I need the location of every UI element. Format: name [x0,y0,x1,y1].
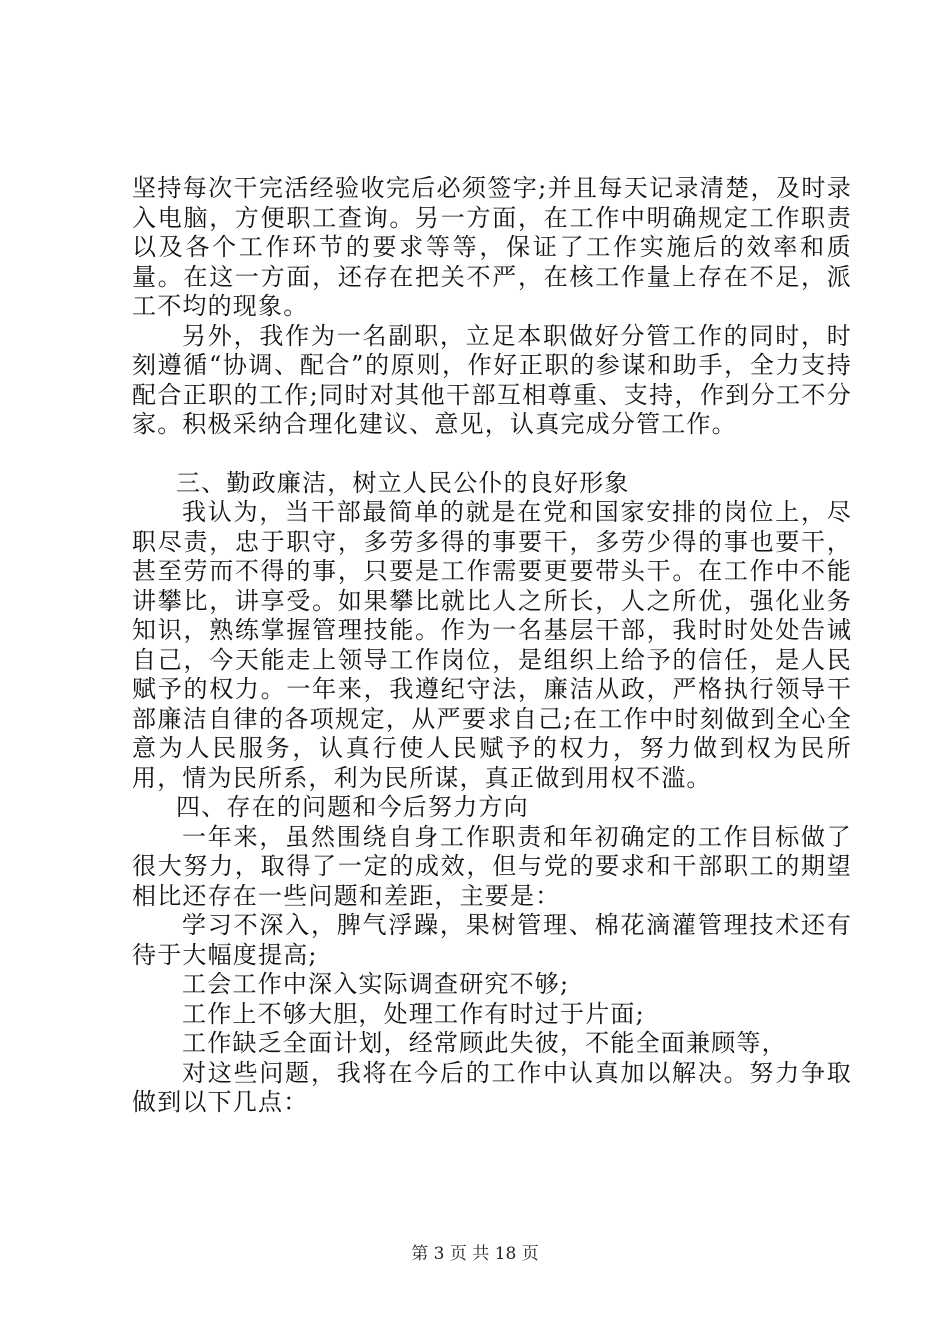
paragraph-p8: 工作缺乏全面计划，经常顾此失彼，不能全面兼顾等， [182,1029,787,1057]
paragraph-p6: 工会工作中深入实际调查研究不够; [182,970,570,998]
section-heading-4: 四、存在的问题和今后努力方向 [176,793,529,821]
page-footer [0,1239,950,1264]
section-heading-3: 三、勤政廉洁，树立人民公仆的良好形象 [176,468,630,497]
paragraph-p2: 另外，我作为一名副职，立足本职做好分管工作的同时，时刻遵循“协调、配合”的原则，作好正职的参谋和助手，全力支持配合正职的工作;同时对其他干部互相尊重、支持，作到分工不分家。积极采纳合理化建议、意见，认真完成分管工作。 [132,321,852,438]
paragraph-gap [132,440,852,469]
page-number-label: 第 3 页 共 18 页 [411,1244,539,1264]
paragraph-p9: 对这些问题，我将在今后的工作中认真加以解决。努力争取做到以下几点： [132,1058,852,1116]
document-body [132,174,852,1118]
paragraph-p3: 我认为，当干部最简单的就是在党和国家安排的岗位上，尽职尽责，忠于职守，多劳多得的事要干，多劳少得的事也要干，甚至劳而不得的事，只要是工作需要更要带头干。在工作中不能讲攀比，讲享受。如果攀比就比人之所长，人之所优，强化业务知识，熟练掌握管理技能。作为一名基层干部，我时时处处告诫自己，今天能走上领导工作岗位，是组织上给予的信任，是人民赋予的权力。一年来，我遵纪守法，廉洁从政，严格执行领导干部廉洁自律的各项规定，从严要求自己;在工作中时刻做到全心全意为人民服务，认真行使人民赋予的权力，努力做到权为民所用，情为民所系，利为民所谋，真正做到用权不滥。 [132,498,852,792]
paragraph-p4: 一年来，虽然围绕自身工作职责和年初确定的工作目标做了很大努力，取得了一定的成效，但与党的要求和干部职工的期望相比还存在一些问题和差距，主要是： [132,822,852,910]
paragraph-p5: 学习不深入，脾气浮躁，果树管理、棉花滴灌管理技术还有待于大幅度提高; [132,911,852,969]
paragraph-p1: 坚持每次干完活经验收完后必须签字;并且每天记录清楚，及时录入电脑，方便职工查询。另一方面，在工作中明确规定工作职责以及各个工作环节的要求等等，保证了工作实施后的效率和质量。在这一方面，还存在把关不严，在核工作量上存在不足，派工不均的现象。 [132,174,852,320]
paragraph-p7: 工作上不够大胆，处理工作有时过于片面; [182,999,645,1028]
